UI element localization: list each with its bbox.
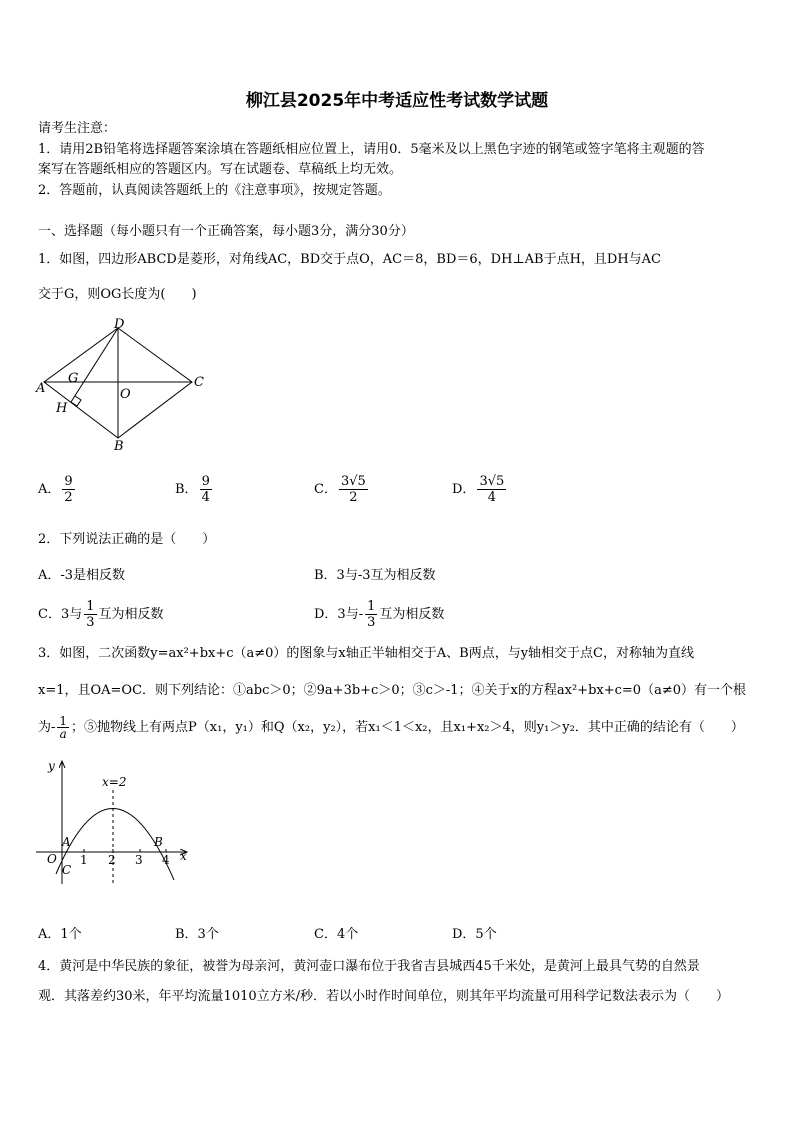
- label-b: B: [114, 439, 124, 454]
- q3-stem-line-1: 3．如图，二次函数y=ax²+bx+c（a≠0）的图象与x轴正半轴相交于A、B两点，与y轴相交于点C，对称轴为直线: [38, 646, 694, 661]
- q3-parabola-figure: [34, 756, 204, 891]
- q1-rhombus-figure: [34, 316, 214, 456]
- notice-line-1: 1．请用2B铅笔将选择题答案涂填在答题纸相应位置上，请用0．5毫米及以上黑色字迹的钢笔或签字笔将主观题的答: [38, 142, 705, 157]
- q3-stem-line-3: 为- $\frac{1}{a}$ ；⑤抛物线上有两点P（x₁，y₁）和Q（x₂，y₂），若x₁＜1＜x₂，且x₁+x₂＞4，则y₁＞y₂．其中正确的结论有（ ）: [38, 714, 744, 741]
- q1-option-d: D． $\frac{3√5}{4}$: [452, 474, 505, 505]
- q3-option-b: B．3个: [175, 927, 219, 942]
- label-b: B: [154, 835, 163, 849]
- label-o: O: [120, 387, 131, 402]
- q1-option-c: C． $\frac{3√5}{2}$: [314, 474, 366, 505]
- q4-stem-line-1: 4．黄河是中华民族的象征，被誉为母亲河，黄河壶口瀑布位于我省吉县城西45千米处，是黄河上最具气势的自然景: [38, 959, 700, 974]
- tick-label-1: 1: [80, 853, 88, 867]
- notice-heading: 请考生注意：: [38, 121, 117, 136]
- q2-option-a: A．-3是相反数: [38, 568, 126, 583]
- label-c: C: [62, 863, 72, 877]
- label-y: y: [48, 759, 55, 773]
- q4-stem-line-2: 观．其落差约30米，年平均流量1010立方米/秒．若以小时作时间单位，则其年平均流量可用科学记数法表示为（ ）: [38, 989, 730, 1004]
- label-axis-eq: x=2: [102, 775, 127, 789]
- q3-option-a: A．1个: [38, 927, 82, 942]
- q2-option-c: C．3与 $\frac{1}{3}$ 互为相反数: [38, 599, 164, 630]
- q3-option-c: C．4个: [314, 927, 359, 942]
- notice-line-2: 案写在答题纸相应的答题区内。写在试题卷、草稿纸上均无效。: [38, 162, 403, 177]
- label-o: O: [47, 852, 57, 866]
- section-heading: 一、选择题（每小题只有一个正确答案，每小题3分，满分30分）: [38, 224, 414, 239]
- page-title: 柳江县2025年中考适应性考试数学试题: [245, 91, 549, 111]
- label-c: C: [194, 375, 204, 390]
- label-a: A: [62, 835, 71, 849]
- label-d: D: [114, 317, 125, 332]
- label-g: G: [68, 371, 79, 386]
- q1-stem-line-2: 交于G，则OG长度为( ): [38, 287, 197, 302]
- q2-stem: 2．下列说法正确的是（ ）: [38, 532, 216, 547]
- q1-stem-line-1: 1．如图，四边形ABCD是菱形，对角线AC，BD交于点O，AC＝8，BD＝6，DH⊥AB于点H，且DH与AC: [38, 252, 662, 267]
- label-x: x: [180, 849, 187, 863]
- label-h: H: [56, 401, 68, 416]
- right-angle-mark: [71, 396, 81, 406]
- label-a: A: [36, 381, 46, 396]
- q1-option-a: A． $\frac{9}{2}$: [38, 474, 73, 505]
- q3-stem-line-2: x=1，且OA=OC．则下列结论：①abc＞0；②9a+3b+c＞0；③c＞-1；④关于x的方程ax²+bx+c=0（a≠0）有一个根: [38, 683, 746, 698]
- q2-option-d: D．3与- $\frac{1}{3}$ 互为相反数: [314, 599, 445, 630]
- line-dh: [71, 328, 118, 402]
- q1-option-b: B． $\frac{9}{4}$: [175, 474, 210, 505]
- tick-label-4: 4: [162, 853, 170, 867]
- tick-label-3: 3: [135, 853, 143, 867]
- notice-line-3: 2．答题前，认真阅读答题纸上的《注意事项》，按规定答题。: [38, 183, 391, 198]
- tick-label-2: 2: [108, 853, 116, 867]
- q2-option-b: B．3与-3互为相反数: [314, 568, 436, 583]
- q3-option-d: D．5个: [452, 927, 497, 942]
